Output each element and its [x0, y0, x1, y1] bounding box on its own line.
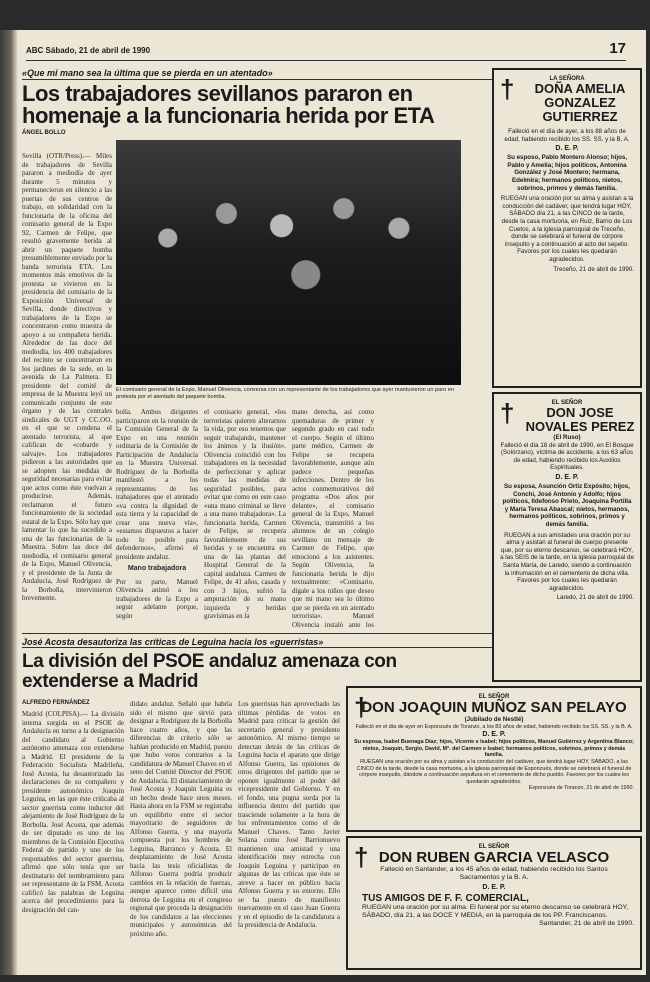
story-2-column-1: Madrid (COLPISA).— La división interna surgida en el PSOE de Andalucía en torno a la designación del candidato al Gobierno autónomo amenaza con extenderse a Madrid. El presidente de la Federación Socialista Madrileña, José Acosta, ha desautorizado las declaraciones de su compañero y presidente autonómico Joaquín Leguina, en las que éste criticaba al sector guerrista como inductor del alejamiento de José Rodríguez de la Borbolla. José Acosta, que además de ser diputado es uno de los miembros de la Comisión Ejecutiva Federal de partido y uno de los responsables del sector guerrista, afirmó que sólo tenía que ser destinatario del nombramiento para ser representante de la FSM. Acosta calificó las palabras de Leguina acerca del procedimiento para la designación del can-: [22, 710, 124, 914]
story-1-column-1: Sevilla (OTR/Press).— Miles de trabajadores de Sevilla pararon a mediodía de ayer durante 5 minutos y permanecieron en silencio a las puertas de sus centros de trabajo, en solidaridad con la funcionaria de la oficina del comisario general de la Expo 92, Carmen de Felipe, que resultó gravemente herida al abrir un paquete bomba presumiblemente enviado por la banda terrorista ETA. Los momentos más emotivos de la protesta se vivieron en la presidencia del comisario de la Exposición Universal de Sevilla, donde directivos y trabajadores de la Expo se concentraron como muestra de apoyo a su compañera herida. Alrededor de las doce del mediodía, los 400 trabajadores del recinto se concentraron en los jardines de la sede, en la avenida de La Palmera. El presidente del comité de empresa de la Muestra leyó un comunicado conjunto de este órgano y de las centrales sindicales de UGT y CC.OO. en el que se condena el atentado terrorista, al que califican de «cobarde y salvaje». Los trabajadores pidieron a las autoridades que se adopten las medidas de seguridad necesarias para evitar que actos como éste vuelvan a producirse. Además, reclamaron el futuro funcionamiento de la sociedad estatal de la Expo. Sólo hay que lamentar lo que ha sucedido a una de las funcionarias de la Muestra. Sobre las doce del mediodía, el comisario general de la Expo, Manuel Olivencia, y el presidente de la Junta de Andalucía, José Rodríguez de la Borbolla, intervinieron brevemente.: [22, 152, 112, 602]
story-1-column-4: mano derecha, así como quemaduras de primer y segundo grado en casi todo el cuerpo. Según el último parte médico, Carmen de Felipe se recupera favorablemente, aunque aún padece pequeñas infecciones. Dentro de los actos conmemorativos del programa «Dos años por delante», el comisario general de la Expo, Manuel Olivencia, transmitió a los alumnos de un colegio sevillano un mensaje de Carmen de Felipe, que emocionó a los asistentes. Según Olivencia, la funcionaria herida le dijo textualmente: «Comisario, dígale a los niños que deseo que mi mano sea lo último que se pierda en un atentado terrorista». Manuel Olivencia instaló ante los: [292, 408, 374, 629]
obituary-2: † EL SEÑOR DON JOSE NOVALES PEREZ (El Ruso) Falleció el día 18 de abril de 1990, en El Bosque (Solórzano), víctima de accidente, a los 63 años de edad, habiendo recibido los Auxilios Espirituales. D. E. P. Su esposa, Asunción Ortiz Expósito; hijos, Conchi, José Antonio y Adolfo; hijos políticos, Ildefonso Prieto, Joaquina Portilla y María Teresa Abascal; nietos, hermanos, hermanos políticos, sobrinos, primos y demás familia. RUEGAN a sus amistades una oración por su alma y asistan al funeral de cuerpo presente que, por su eterno descanso, se celebrará HOY, a las SEIS de la tarde, en la iglesia parroquial de Santa María, de Laredo, siendo a continuación la inhumación en el cementerio de dicha villa. Favores por los cuales les quedarán agradecidos. Laredo, 21 de abril de 1990.: [492, 392, 642, 682]
obituary-name: DON RUBEN GARCIA VELASCO: [378, 849, 610, 866]
story-1-byline: ÁNGEL BOLLO: [22, 130, 66, 136]
issue-date: ABC Sábado, 21 de abril de 1990: [26, 46, 151, 55]
story-1-headline: Los trabajadores sevillanos pararon en homenaje a la funcionaria herida por ETA: [22, 81, 435, 128]
page-number: 17: [609, 40, 626, 57]
obituary-name: DOÑA AMELIA GONZALEZ GUTIERREZ: [534, 81, 626, 124]
story-1-subhead: Mano trabajadora: [127, 565, 187, 572]
story-2-byline: ALFREDO FERNÁNDEZ: [22, 700, 90, 706]
story-1-column-2: bolla. Ambos dirigentes participaron en la reunión de la Comisión General de la Expo en una reunión ordinaria de la Comisión de Participación de Andalucía en la Muestra Universal. Rodríguez de la Borbolla manifestó a los representantes de los trabajadores que el atentado «va contra la dignidad de esta tierra y la capacidad de crear una nueva vía», «estamos dispuestos a hacer todo lo posible para defendernos», afirmó el presidente andaluz. Mano trabajadora Por su parte, Manuel Olivencia animó a los trabajadores de la Expo a seguir adelante porque, según: [116, 408, 198, 620]
story-1: [22, 68, 492, 138]
story-2-column-2: didato andaluz. Señaló que habría sido el mismo que sirvió para designar a Rodríguez de la Borbolla hace cuatro años, y que las diferencias de criterio sólo se habían producido en Madrid, puesto que hubo votos contrarios a la candidatura de Manuel Chaves en el seno del Comité Director del PSOE de Andalucía. El distanciamiento de José Acosta y Joaquín Leguina es un hecho desde hace unos meses. Hasta ahora en la FSM se registraba un equilibrio entre el sector mayoritario de seguidores de Alfonso Guerra, y una mayoría compuesta por los hombres de Leguina, Barranco y Acosta. El desplazamiento de José Acosta hacia las tesis oficialistas de Alfonso Guerra podría producir cambios en la relación de fuerzas, aunque aparece como difícil una derrota de Leguina en el congreso regional que proceda la designación de los candidatos a las elecciones municipales y autonómicas del próximo año.: [130, 700, 232, 938]
running-head: [26, 40, 626, 61]
obituary-name: DON JOAQUIN MUÑOZ SAN PELAYO: [361, 699, 627, 716]
cross-icon: †: [354, 842, 369, 872]
story-2-kicker: José Acosta desautoriza las críticas de Leguina hacia los «guerristas»: [22, 637, 492, 648]
cross-icon: †: [500, 398, 515, 428]
obituary-3: † EL SEÑOR DON JOAQUIN MUÑOZ SAN PELAYO (Jubilado de Nestlé) Falleció en el día de ayer en Esponzués de Toranzo, a los 83 años de edad, habiendo recibido los SS. SS. y la B. A. D. E. P. Su esposa, Isabel Buenaga Díaz; hijos, Vicente e Isabel; hijos políticos, Manuel Gutiérrez y Argentina Blanco; nietos, Joaquín, Sergio, David, Mª. del Carmen e Isabel; hermanos políticos, sobrinos, primos y demás familia. RUEGAN una oración por su alma y asistan a la conducción del cadáver, que tendrá lugar HOY, SÁBADO, a las CINCO de la tarde, desde la casa mortuoria, a la iglesia parroquial de Esponzués, donde se celebrará el funeral de córpore insepulto, dándole a continuación sepultura en el cementerio de dicho pueblo. Favores por los cuales les quedarán agradecidos. Esponzués de Toranzo, 21 de abril de 1990.: [346, 686, 642, 832]
cross-icon: †: [354, 692, 369, 722]
story-1-column-3: el comisario general, «los terroristas quieren alterarnos la vida, por eso tenemos que seguir trabajando, mantener los ánimos y la ilusión». Olivencia coincidió con los trabajadores en la necesidad de perfeccionar y aplicar todas las medidas de seguridad posibles, para evitar que como en este caso «una mano criminal se lleve a una mano trabajadora». La funcionaria herida, Carmen de Felipe, se recupera favorablemente de sus heridas y se encuentra en una de las plantas del Hospital General de la capital andaluza. Carmen de Felipe, de 41 años, casada y con 3 hijos, sufrió la amputación de su mano izquierda y heridas gravísimas en la: [204, 408, 286, 620]
obituary-4: † EL SEÑOR DON RUBEN GARCIA VELASCO Falleció en Santander, a los 45 años de edad, habiendo recibido los Santos Sacramentos y la B. A. D. E. P. TUS AMIGOS DE F. F. COMERCIAL, RUEGAN una oración por su alma. El funeral por su eterno descanso se celebrará HOY, SÁBADO, día 21, a las DOCE Y MEDIA, en la parroquia de los PP. Franciscanos. Santander, 21 de abril de 1990.: [346, 836, 642, 970]
news-photo: [116, 140, 461, 385]
story-2-headline: La división del PSOE andaluz amenaza con extenderse a Madrid: [22, 651, 397, 692]
section-rule: [22, 633, 492, 634]
obituary-1: † LA SEÑORA DOÑA AMELIA GONZALEZ GUTIERREZ Falleció en el día de ayer, a los 88 años de edad, habiendo recibido los SS. SS. y la B. A. D. E. P. Su esposo, Pablo Montero Alonso; hijos, Pablo y Amelia; hijos políticos, Antonina González y José Montero; hermana, Edelmira; hermanos políticos, nietos, sobrinos, primos y demás familia. RUEGAN una oración por su alma y asistan a la conducción del cadáver, que tendrá lugar HOY, SÁBADO día 21, a las CINCO de la tarde, desde la casa mortuoria, en Ruiz, Barrio de Los Cuetos, a la iglesia parroquial de Treceño, donde se celebrará el funeral de córpore insepulto y a continuación al acto del sepelio. Favores por los cuales les quedarán agradecidos. Treceño, 21 de abril de 1990.: [492, 68, 642, 388]
page-gutter-shadow: [0, 30, 18, 975]
newspaper-page: [6, 30, 646, 975]
story-1-kicker: «Que mi mano sea la última que se pierda en un atentado»: [22, 68, 492, 80]
story-2-column-3: Los guerristas han aprovechado las últimas pérdidas de votos en Madrid para criticar la gestión del secretario general y presidente autonómico. Al mismo tiempo se detectan detrás de las críticas de Leguina hacia el aparato que dirige Alfonso Guerra, las opiniones de otros dirigentes del partido que se oponen igualmente al poder del vicepresidente del Gobierno. Y en el fondo, una pugna sorda por la influencia dentro del partido que trasciende solamente a la hora de los enfrentamientos como el de Manuel Chaves. Tanto Javier Solana como José Barrionuevo mantienen una amistad y una identificación muy estrecha con Joaquín Leguina y participan en algunas de las críticas que éste se atreve a hacer en público hacia Alfonso Guerra y su entorno. Ello se ha puesto de manifiesto nuevamente en el caso Juan Guerra y en el episodio de la candidatura a la presidencia de Andalucía.: [238, 700, 340, 929]
photo-caption: El comisario general de la Expo, Manuel Olivencia, conversa con un representante de los trabajadores que ayer mantuvieron un paro en protesta por el atentado del paquete bomba.: [116, 387, 454, 400]
obituary-name: DON JOSE NOVALES PEREZ: [525, 405, 635, 434]
cross-icon: †: [500, 74, 515, 104]
